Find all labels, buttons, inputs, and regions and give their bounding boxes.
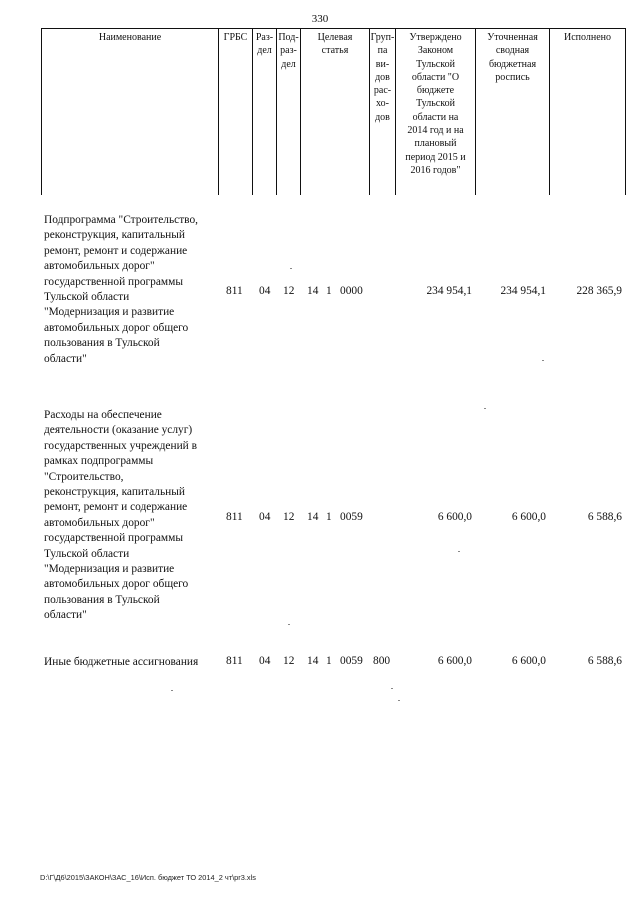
header-podrazdel: Под- раз- дел <box>278 32 299 70</box>
cell-utochnennaya: 6 600,0 <box>511 511 546 523</box>
scan-speck <box>171 690 173 691</box>
scan-speck <box>288 624 290 625</box>
header-utochnennaya: Уточненная сводная бюджетная роспись <box>487 32 538 83</box>
cell-cs-subprogram: 1 <box>326 285 332 297</box>
cell-grbs: 811 <box>226 285 243 297</box>
cell-razdel: 04 <box>259 655 271 667</box>
table-header <box>41 28 626 195</box>
cell-ispolneno: 6 588,6 <box>587 655 622 667</box>
cell-grbs: 811 <box>226 511 243 523</box>
cell-razdel: 04 <box>259 511 271 523</box>
header-right-border <box>625 28 626 195</box>
cell-cs-subprogram: 1 <box>326 511 332 523</box>
cell-cs-direction: 0000 <box>340 285 363 297</box>
header-ispolneno: Исполнено <box>563 32 611 43</box>
row-name: Подпрограмма "Строительство, реконструкция, капитальный ремонт, ремонт и содержание автомобильных дорог" государственной программы Тульской области "Модернизация и развитие автомобильных дорог общего пользования в Тульской области" <box>44 214 199 365</box>
cell-ispolneno: 228 365,9 <box>576 285 622 297</box>
cell-cs-subprogram: 1 <box>326 655 332 667</box>
cell-ispolneno: 6 588,6 <box>587 511 622 523</box>
page-number: 330 <box>311 13 329 25</box>
cell-utochnennaya: 6 600,0 <box>511 655 546 667</box>
cell-razdel: 04 <box>259 285 271 297</box>
header-left-border <box>41 28 42 195</box>
header-celevaya-statya: Целевая статья <box>317 32 353 57</box>
cell-utverzhdeno: 6 600,0 <box>437 511 472 523</box>
header-divider <box>218 28 219 195</box>
scan-speck <box>484 408 486 409</box>
cell-utverzhdeno: 234 954,1 <box>426 285 472 297</box>
cell-podrazdel: 12 <box>283 655 295 667</box>
cell-podrazdel: 12 <box>283 511 295 523</box>
row-name: Иные бюджетные ассигнования <box>44 656 199 668</box>
scan-speck <box>398 700 400 701</box>
cell-cs-direction: 0059 <box>340 511 363 523</box>
cell-cs-program: 14 <box>307 655 319 667</box>
scan-speck <box>391 688 393 689</box>
cell-grbs: 811 <box>226 655 243 667</box>
cell-cs-direction: 0059 <box>340 655 363 667</box>
header-utverzhdeno: Утверждено Законом Тульской области "О бюджете Тульской области на 2014 год и на плановый период 2015 и 2016 годов" <box>405 32 466 176</box>
scan-speck <box>290 268 292 269</box>
header-razdel: Раз- дел <box>255 32 274 57</box>
header-top-border <box>41 28 626 29</box>
cell-utverzhdeno: 6 600,0 <box>437 655 472 667</box>
cell-cs-program: 14 <box>307 285 319 297</box>
header-divider <box>549 28 550 195</box>
header-name: Наименование <box>98 32 162 43</box>
scan-speck <box>542 360 544 361</box>
cell-cs-program: 14 <box>307 511 319 523</box>
scan-speck <box>458 551 460 552</box>
file-path-footer: D:\Г\Д6\2015\ЗАКОН\ЗАС_16\Исп. бюджет ТО 2014_2 чт\pr3.xls <box>40 873 256 882</box>
row-name: Расходы на обеспечение деятельности (оказание услуг) государственных учреждений в рамках подпрограммы "Строительство, реконструкция, капитальный ремонт, ремонт и содержание автомобильных дорог" государственной программы Тульской области "Модернизация и развитие автомобильных дорог общего пользования в Тульской области" <box>44 409 197 622</box>
header-grbs: ГРБС <box>223 32 248 43</box>
cell-utochnennaya: 234 954,1 <box>500 285 546 297</box>
header-gruppa-vidov: Груп- па ви- дов рас- хо- дов <box>370 32 395 123</box>
cell-podrazdel: 12 <box>283 285 295 297</box>
cell-vid-raskhodov: 800 <box>373 655 391 667</box>
